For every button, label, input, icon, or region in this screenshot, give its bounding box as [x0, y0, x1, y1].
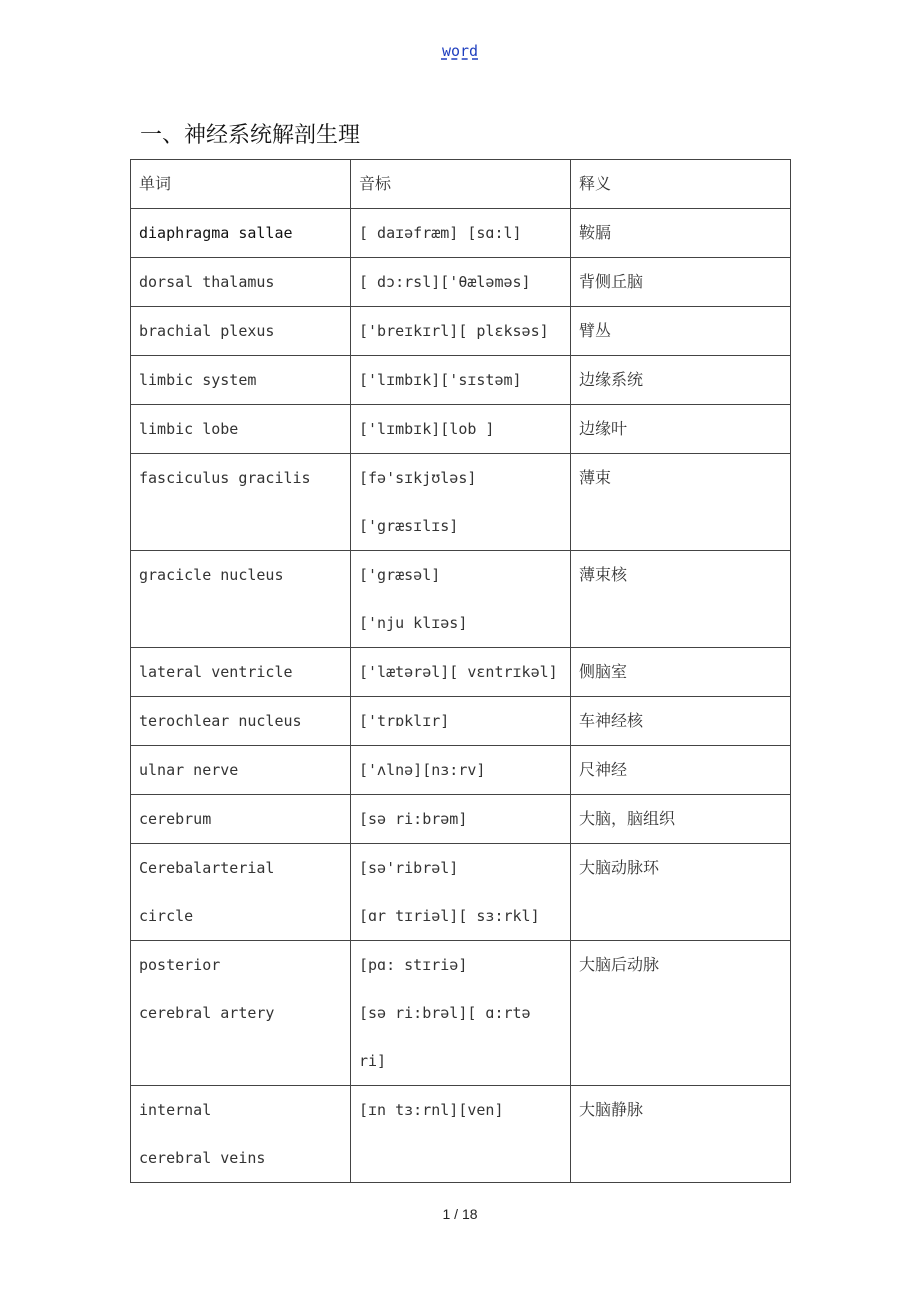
meaning-cell: [571, 697, 791, 746]
word-cell-lines: [139, 209, 342, 257]
phonetic-cell-line: ['nju klɪəs]: [359, 614, 468, 632]
meaning-cell: [571, 844, 791, 941]
word-cell: [131, 405, 351, 454]
phonetic-cell-lines: [359, 209, 562, 257]
table-row: [131, 258, 791, 307]
phonetic-cell: [351, 307, 571, 356]
column-header-word: 单词: [131, 160, 351, 209]
column-header-phonetic: 音标: [351, 160, 571, 209]
phonetic-cell-line: [ɑr tɪriəl][ sɜ:rkl]: [359, 907, 540, 925]
table-row: [131, 1086, 791, 1183]
table-row: [131, 697, 791, 746]
word-cell-lines: [139, 405, 342, 453]
meaning-text: 大脑动脉环: [579, 858, 660, 877]
phonetic-cell: [351, 746, 571, 795]
phonetic-cell-line: ['lɪmbɪk][lob ]: [359, 420, 495, 438]
table-body: [131, 209, 791, 1183]
word-cell-line: dorsal thalamus: [139, 273, 275, 291]
meaning-text: 薄束: [579, 468, 612, 487]
word-cell-lines: [139, 356, 342, 404]
phonetic-cell-lines: [359, 356, 562, 404]
phonetic-cell-line: [sə'ribrəl]: [359, 859, 459, 877]
header-link[interactable]: word: [441, 42, 479, 60]
meaning-text: 臂丛: [579, 321, 612, 340]
meaning-cell: [571, 648, 791, 697]
phonetic-cell-line: ['græsɪlɪs]: [359, 517, 459, 535]
phonetic-cell-lines: [359, 307, 562, 355]
phonetic-cell: [351, 258, 571, 307]
word-cell: [131, 697, 351, 746]
meaning-text: 鞍膈: [579, 223, 612, 242]
phonetic-cell-line: ['breɪkɪrl][ plɛksəs]: [359, 322, 549, 340]
word-cell-line: diaphragma sallae: [139, 224, 293, 242]
page-header: [0, 42, 920, 60]
table-row: [131, 307, 791, 356]
word-cell-lines: [139, 941, 342, 1037]
phonetic-cell: [351, 697, 571, 746]
table-row: [131, 356, 791, 405]
meaning-text: 薄束核: [579, 565, 628, 584]
word-cell-lines: [139, 258, 342, 306]
phonetic-cell-lines: [359, 697, 562, 745]
phonetic-cell-line: [pɑ: stɪriə]: [359, 956, 468, 974]
phonetic-cell-lines: [359, 844, 562, 940]
phonetic-cell-line: [ daɪəfræm] [sɑ:l]: [359, 224, 522, 242]
phonetic-cell-line: [fə'sɪkjʊləs]: [359, 469, 477, 487]
word-cell-lines: [139, 795, 342, 843]
phonetic-cell: [351, 209, 571, 258]
meaning-cell: [571, 746, 791, 795]
meaning-cell: [571, 795, 791, 844]
word-cell-line: limbic system: [139, 371, 257, 389]
meaning-text: 大脑，脑组织: [579, 809, 676, 828]
phonetic-cell-line: ri]: [359, 1052, 387, 1070]
meaning-cell: [571, 209, 791, 258]
meaning-text: 大脑后动脉: [579, 955, 660, 974]
word-cell-line: Cerebalarterial: [139, 859, 275, 877]
word-cell-line: terochlear nucleus: [139, 712, 302, 730]
meaning-cell: [571, 1086, 791, 1183]
word-cell: [131, 356, 351, 405]
word-cell-line: brachial plexus: [139, 322, 275, 340]
phonetic-cell: [351, 795, 571, 844]
word-cell-line: limbic lobe: [139, 420, 239, 438]
phonetic-cell: [351, 941, 571, 1086]
word-cell-line: fasciculus gracilis: [139, 469, 311, 487]
meaning-text: 车神经核: [579, 711, 644, 730]
table-row: [131, 941, 791, 1086]
word-cell: [131, 746, 351, 795]
word-cell: [131, 454, 351, 551]
phonetic-cell: [351, 648, 571, 697]
word-cell: [131, 648, 351, 697]
word-cell: [131, 795, 351, 844]
table-header-row: [131, 160, 791, 209]
table-row: [131, 746, 791, 795]
meaning-text: 边缘系统: [579, 370, 644, 389]
table-row: [131, 551, 791, 648]
phonetic-cell-lines: [359, 551, 562, 647]
phonetic-cell-lines: [359, 258, 562, 306]
word-cell-line: cerebral artery: [139, 1004, 275, 1022]
table-row: [131, 454, 791, 551]
meaning-text: 尺神经: [579, 760, 628, 779]
vocabulary-table: [130, 159, 791, 1183]
word-cell: [131, 258, 351, 307]
phonetic-cell-lines: [359, 941, 562, 1085]
table-row: [131, 648, 791, 697]
phonetic-cell: [351, 844, 571, 941]
meaning-text: 大脑静脉: [579, 1100, 644, 1119]
word-cell-lines: [139, 454, 342, 502]
phonetic-cell-lines: [359, 405, 562, 453]
phonetic-cell-line: [ dɔ:rsl]['θæləməs]: [359, 273, 531, 291]
word-cell-lines: [139, 551, 342, 599]
meaning-cell: [571, 941, 791, 1086]
phonetic-cell: [351, 1086, 571, 1183]
phonetic-cell-lines: [359, 746, 562, 794]
meaning-text: 边缘叶: [579, 419, 628, 438]
meaning-cell: [571, 551, 791, 648]
phonetic-cell-lines: [359, 1086, 562, 1134]
word-cell-lines: [139, 697, 342, 745]
meaning-text: 背侧丘脑: [579, 272, 644, 291]
meaning-cell: [571, 356, 791, 405]
meaning-cell: [571, 307, 791, 356]
word-cell-line: cerebral veins: [139, 1149, 266, 1167]
phonetic-cell-lines: [359, 648, 562, 696]
word-cell: [131, 1086, 351, 1183]
word-cell-line: gracicle nucleus: [139, 566, 284, 584]
word-cell: [131, 209, 351, 258]
phonetic-cell-lines: [359, 795, 562, 843]
word-cell: [131, 844, 351, 941]
table-row: [131, 405, 791, 454]
table-row: [131, 795, 791, 844]
word-cell-line: ulnar nerve: [139, 761, 239, 779]
word-cell-line: lateral ventricle: [139, 663, 293, 681]
phonetic-cell-line: [ɪn tɜ:rnl][ven]: [359, 1101, 504, 1119]
table-row: [131, 209, 791, 258]
word-cell-lines: [139, 746, 342, 794]
phonetic-cell-lines: [359, 454, 562, 550]
word-cell: [131, 307, 351, 356]
phonetic-cell-line: ['ʌlnə][nɜ:rv]: [359, 761, 486, 779]
word-cell-lines: [139, 307, 342, 355]
phonetic-cell: [351, 454, 571, 551]
section-title: 一、神经系统解剖生理: [140, 123, 361, 148]
word-cell: [131, 551, 351, 648]
word-cell-line: posterior: [139, 956, 221, 974]
phonetic-cell-line: ['lætərəl][ vɛntrɪkəl]: [359, 663, 558, 681]
word-cell-line: circle: [139, 907, 194, 925]
phonetic-cell-line: [sə ri:brəl][ ɑ:rtə: [359, 1004, 531, 1022]
column-header-meaning: 释义: [571, 160, 791, 209]
meaning-cell: [571, 454, 791, 551]
word-cell-line: internal: [139, 1101, 212, 1119]
meaning-cell: [571, 405, 791, 454]
phonetic-cell-line: ['græsəl]: [359, 566, 441, 584]
phonetic-cell-line: ['lɪmbɪk]['sɪstəm]: [359, 371, 522, 389]
phonetic-cell-line: [sə ri:brəm]: [359, 810, 468, 828]
word-cell-lines: [139, 648, 342, 696]
word-cell: [131, 941, 351, 1086]
phonetic-cell: [351, 551, 571, 648]
meaning-cell: [571, 258, 791, 307]
word-cell-lines: [139, 844, 342, 940]
phonetic-cell: [351, 356, 571, 405]
phonetic-cell: [351, 405, 571, 454]
meaning-text: 侧脑室: [579, 662, 628, 681]
phonetic-cell-line: ['trɒklɪr]: [359, 712, 450, 730]
word-cell-lines: [139, 1086, 342, 1182]
word-cell-line: cerebrum: [139, 810, 212, 828]
page-number: 1 / 18: [442, 1206, 478, 1222]
table-row: [131, 844, 791, 941]
